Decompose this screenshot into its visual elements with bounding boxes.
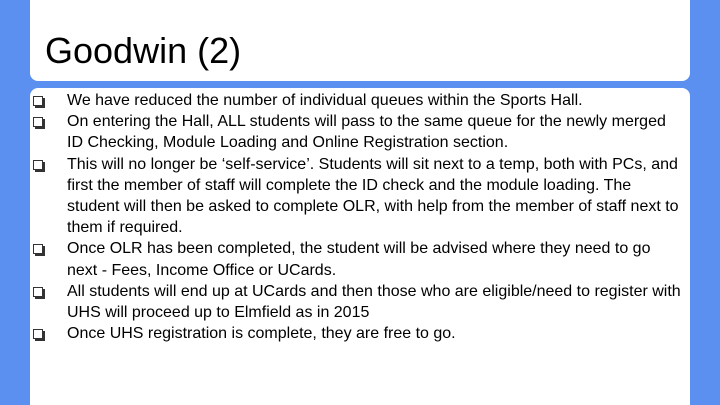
bullet-item xyxy=(30,111,685,153)
bullet-item xyxy=(30,154,685,239)
title-panel xyxy=(30,0,690,81)
bullet-text: All students will end up at UCards and then those who are eligible/need to register with UHS will proceed up to Elmfield as in 2015 xyxy=(67,282,681,322)
bullet-text: Once OLR has been completed, the student will be advised where they need to go next - Fees, Income Office or UCards. xyxy=(67,240,651,279)
checkbox-square-icon xyxy=(33,329,43,339)
bullet-item xyxy=(30,238,685,280)
bullet-item xyxy=(30,281,685,323)
slide-title: Goodwin (2) xyxy=(45,30,242,71)
checkbox-square-icon xyxy=(33,244,43,254)
bullet-text: We have reduced the number of individual queues within the Sports Hall. xyxy=(67,92,583,109)
checkbox-square-icon xyxy=(33,96,43,106)
content-panel xyxy=(30,88,690,405)
bullet-text: Once UHS registration is complete, they are free to go. xyxy=(67,325,456,343)
bullet-text: On entering the Hall, ALL students will pass to the same queue for the newly merged ID Checking, Module Loading and Online Registration section. xyxy=(67,113,666,152)
bullet-text: This will no longer be ‘self-service’. Students will sit next to a temp, both with PCs, and first the member of staff will complete the ID check and the module loading. The student will then be asked to complete OLR, with help from the member of staff next to them if required. xyxy=(67,155,679,237)
bullet-list xyxy=(30,90,685,344)
bullet-item xyxy=(30,90,685,111)
bullet-item xyxy=(30,323,685,344)
checkbox-square-icon xyxy=(33,117,43,127)
checkbox-square-icon xyxy=(33,160,43,170)
checkbox-square-icon xyxy=(33,287,43,297)
